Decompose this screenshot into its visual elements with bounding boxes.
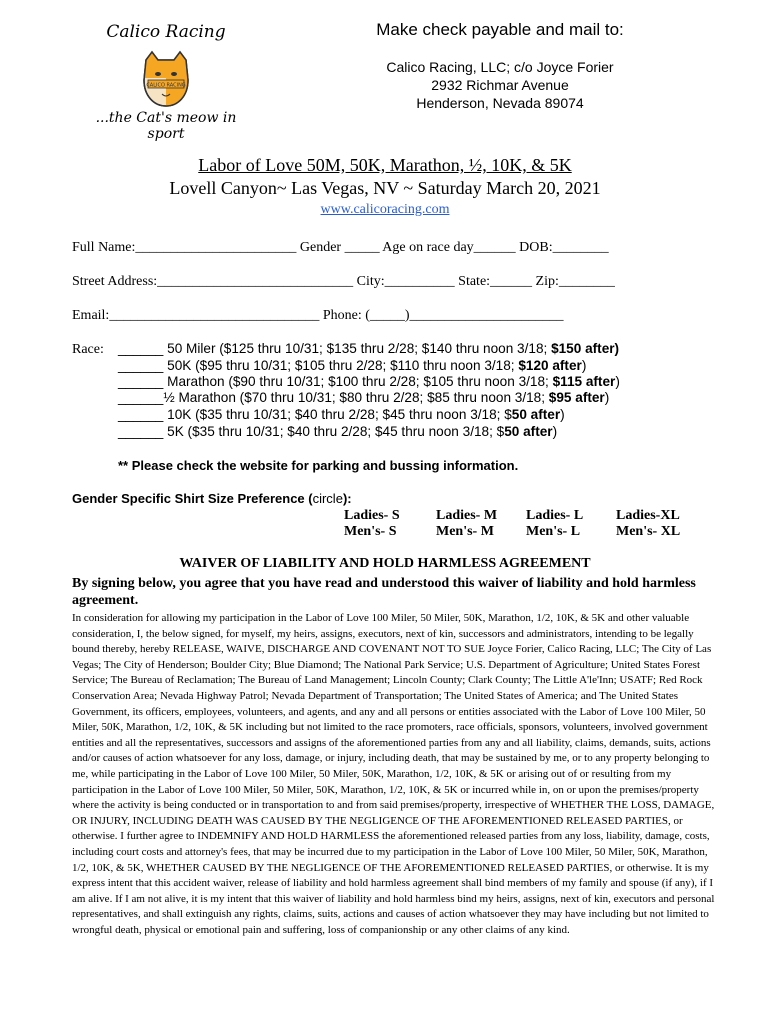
race-option-10k[interactable]: ______ 10K ($35 thru 10/31; $40 thru 2/28; $45 thru noon 3/18; $50 after) [118, 407, 565, 422]
website-link[interactable]: www.calicoracing.com [320, 202, 450, 217]
shirt-size-heading: Gender Specific Shirt Size Preference (circle): [72, 491, 352, 506]
race-option-5k[interactable]: ______ 5K ($35 thru 10/31; $40 thru 2/28; $45 thru noon 3/18; $50 after) [118, 424, 558, 439]
parking-notice: ** Please check the website for parking and bussing information. [118, 458, 519, 473]
email-phone-line[interactable]: Email:______________________________ Phone: (_____)______________________ [72, 308, 564, 323]
shirt-option-ladies-s[interactable]: Ladies- S [344, 508, 400, 523]
address-line: Calico Racing, LLC; c/o Joyce Forier [386, 59, 614, 75]
race-option-50k[interactable]: ______ 50K ($95 thru 10/31; $105 thru 2/28; $110 thru noon 3/18; $120 after) [118, 358, 587, 373]
waiver-title: WAIVER OF LIABILITY AND HOLD HARMLESS AGREEMENT [179, 556, 591, 571]
mail-heading: Make check payable and mail to: [376, 20, 624, 39]
shirt-option-mens-xl[interactable]: Men's- XL [616, 524, 681, 539]
race-label: Race: [72, 342, 104, 357]
address-line: Henderson, Nevada 89074 [416, 95, 584, 111]
shirt-option-ladies-m[interactable]: Ladies- M [436, 508, 498, 523]
address-line: 2932 Richmar Avenue [431, 77, 569, 93]
name-gender-age-dob-line[interactable]: Full Name:_______________________ Gender _____ Age on race day______ DOB:________ [72, 240, 609, 255]
shirt-option-ladies-xl[interactable]: Ladies-XL [616, 508, 680, 523]
cat-badge-icon [142, 50, 190, 108]
mailing-address [320, 58, 680, 112]
race-option-50-miler[interactable]: ______ 50 Miler ($125 thru 10/31; $135 thru 2/28; $140 thru noon 3/18; $150 after) [118, 341, 620, 356]
waiver-intro: By signing below, you agree that you have read and understood this waiver of liability and hold harmless agreement. [72, 576, 696, 608]
shirt-option-mens-s[interactable]: Men's- S [344, 524, 397, 539]
logo-title: Calico Racing [106, 22, 226, 42]
event-title: Labor of Love 50M, 50K, Marathon, ½, 10K, & 5K [198, 155, 572, 175]
logo-tagline: ...the Cat's meow in sport [95, 110, 237, 142]
svg-text:CALICO RACING: CALICO RACING [146, 82, 186, 89]
calico-racing-logo [78, 22, 254, 142]
waiver-body: In consideration for allowing my participation in the Labor of Love 100 Miler, 50 Miler, 50K, Marathon, 1/2, 10K, & 5K and other valuable consideration, I, the below signed, for myself, my heirs, assigns, executors, next of kin, successors and administrators, intending to be legally bound thereby, hereby RELEASE, WAIVE, DISCHARGE AND COVENANT NOT TO SUE Joyce Forier, Calico Racing, LLC; The City of Las Vegas; The City of Henderson; Boulder City; Blue Diamond; The National Park Service; U.S. Department of Agriculture; United States Forest Service; The Bureau of Reclamation; The Bureau of Land Management; Lincoln County; Clark County; The Little A'le'Inn; USATF; Red Rock Conservation Area; Nevada Highway Patrol; Nevada Department of Transportation; The United States of America; and The United States Government, its officers, employees, volunteers, and agents, and any and all persons or entities associated with the Labor of Love 100 Miler, 50 Miler, 50K, Marathon, 1/2, 10K, & 5K including but not limited to the race promoters, race officials, sponsors, volunteers, involved government entities and all the representatives, successors and assigns of the aforementioned parties from any and all liability, claims, demands, suits, actions and/or causes of action whatsoever for any loss, damage, or injury, including death, that may be sustained by me, or to any property belonging to me, while participating in the Labor of Love 100 Miler, 50 Miler, 50K, Marathon, 1/2, 10K, & 5K or arising out of or resulting from my participation in the Labor of Love 100 Miler, 50 Miler, 50K, Marathon, 1/2, 10K, & 5K or incurred while in, on or upon the premises/property where the activity is being conducted or in transportation to and from said premises/property, irrespective of WHETHER THE LOSS, DAMAGE, OR INJURY, INCLUDING DEATH WAS CAUSED BY THE NEGLIGENCE OF THE AFOREMENTIONED RELEASED PARTIES, or otherwise. I further agree to INDEMNIFY AND HOLD HARMLESS the aforementioned released parties from any loss, liability, damage, costs, including court costs and attorney's fees, that may be incurred due to my participation in the Labor of Love 100 Miler, 50 Miler, 50K, Marathon, 1/2, 10K, & 5K, WHETHER CAUSED BY THE NEGLIGENCE OF THE AFOREMENTIONED RELEASED PARTIES, or otherwise. It is my express intent that this accident waiver, release of liability and hold harmless agreement shall bind members of my family and spouse (if any), if I am alive. If I am not alive, it is my intent that this waiver of liability and hold harmless bind my heirs, assigns, next of kin, executors and personal representatives, and shall extinguish any rights, claims, suits, actions and causes of action whatsoever they may have including but not limited to wrongful death, physical or emotional pain and suffering, loss of companionship or any other claims of any kind. [72, 612, 715, 936]
event-subtitle: Lovell Canyon~ Las Vegas, NV ~ Saturday March 20, 2021 [169, 178, 601, 198]
shirt-option-mens-l[interactable]: Men's- L [526, 524, 581, 539]
race-option-marathon[interactable]: ______ Marathon ($90 thru 10/31; $100 thru 2/28; $105 thru noon 3/18; $115 after) [118, 374, 620, 389]
race-option-half-marathon[interactable]: ______½ Marathon ($70 thru 10/31; $80 thru 2/28; $85 thru noon 3/18; $95 after) [118, 390, 610, 405]
address-city-state-zip-line[interactable]: Street Address:____________________________ City:__________ State:______ Zip:________ [72, 274, 615, 289]
shirt-option-ladies-l[interactable]: Ladies- L [526, 508, 584, 523]
shirt-option-mens-m[interactable]: Men's- M [436, 524, 494, 539]
